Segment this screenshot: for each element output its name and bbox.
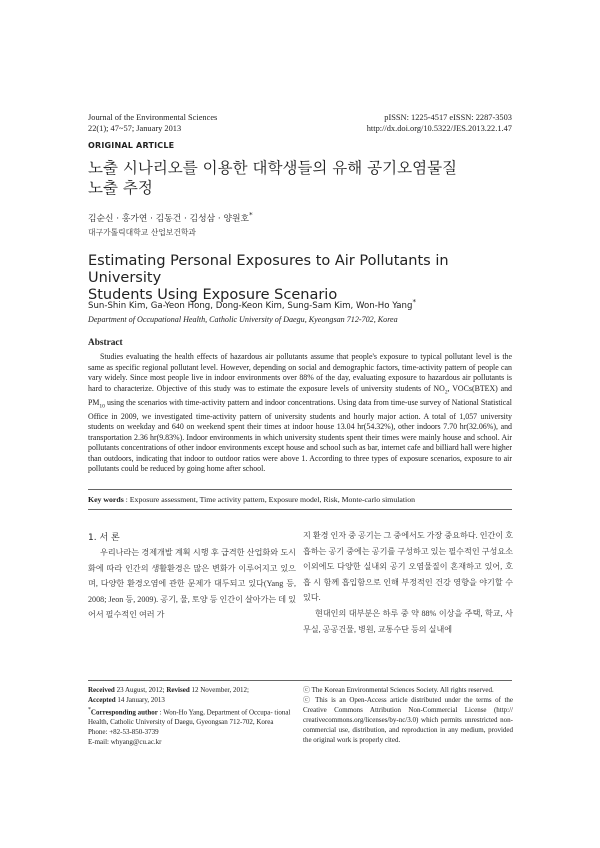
phone-number: Phone: +82-53-850-3739 xyxy=(88,728,159,737)
korean-affiliation: 대구가톨릭대학교 산업보건학과 xyxy=(88,228,196,237)
body-right-column xyxy=(303,528,513,637)
copyright-notice: ⓒ The Korean Environmental Sciences Society. All rights reserved. xyxy=(303,686,494,694)
korean-authors xyxy=(88,210,253,224)
english-author-list: Sun-Shin Kim, Ga-Yeon Hong, Dong-Keon Kim, Sung-Sam Kim, Won-Ho Yang xyxy=(88,300,413,311)
accepted-label: Accepted xyxy=(88,696,116,704)
keywords-text: : Exposure assessment, Time activity pattern, Exposure model, Risk, Monte-carlo simulation xyxy=(123,495,415,504)
journal-volume-pages: 22(1); 47~57; January 2013 xyxy=(88,124,182,133)
abstract-body xyxy=(88,352,512,475)
body-paragraph: 지 환경 인자 중 공기는 그 중에서도 가장 중요하다. 인간이 호흡하는 공기 중에는 공기를 구성하고 있는 필수적인 구성요소 이외에도 다양한 실내외 공기 오염물질이 혼재하고 있어, 호흡 시 함께 흡입함으로 인해 부정적인 건강 영향을 야기할 수 있다. xyxy=(303,531,513,603)
revised-label: Revised xyxy=(166,686,190,694)
corresponding-author xyxy=(88,705,296,727)
abstract-text-3: using the scenarios with time-activity pattern and indoor concentrations. Using data from time-use survey of National Statistical Office in 2009, we investigated time-activity pattern of university students and hourly major action. A total of 1,057 university students on weekday and 640 on weekend spent their times at indoor house 13.04 hr(54.32%), other indoors 7.70 hr(32.06%), and transportation 2.36 hr(9.83%). Indoor environments in which university students spent their times were mainly house and school. Air pollutants concentrations of other indoor environments except house and school such as bar, internet cafe and billiard hall were higher than outdoors, indicating that indoor to outdoor ratios were above 1. According to three types of exposure scenarios, exposure to air pollutants could be reduced by going home after school. xyxy=(88,397,512,474)
dates-line-1 xyxy=(88,685,296,695)
body-paragraph: 현대인의 대부분은 하루 중 약 88% 이상을 주택, 학교, 사무실, 공공건물, 병원, 교통수단 등의 실내에 xyxy=(303,608,513,634)
english-title-line1: Estimating Personal Exposures to Air Pollutants in University xyxy=(88,253,449,286)
abstract-text-2: , VOCs(BTEX) and PM xyxy=(88,383,512,407)
section-heading-introduction: 1. 서 론 xyxy=(88,533,120,543)
korean-title-line1: 노출 시나리오를 이용한 대학생들의 유해 공기오염물질 xyxy=(88,159,458,177)
keywords-label: Key words xyxy=(88,495,124,504)
keywords-top-divider xyxy=(88,489,512,490)
abstract-heading: Abstract xyxy=(88,338,123,348)
article-type-label: ORIGINAL ARTICLE xyxy=(88,141,175,150)
issn: pISSN: 1225-4517 eISSN: 2287-3503 xyxy=(384,113,512,122)
journal-name: Journal of the Environmental Sciences xyxy=(88,113,218,122)
abstract-text-1: Studies evaluating the health effects of hazardous air pollutants assume that people's exposure to typical pollutant level is the same as specific regional pollutant level. However, depending on social and demographic factors, time-activity pattern of people can vary widely. Since most people live in indoor environments over 88% of the day, evaluating exposure to hazardous air pollutants is hard to characterize. Objective of this study was to estimate the exposure levels of university students of NO xyxy=(88,352,512,393)
journal-identifiers-block xyxy=(367,112,512,134)
keywords-line xyxy=(88,495,512,504)
corresponding-label: Corresponding author xyxy=(90,708,158,717)
license-notice: ⓒ This is an Open-Access article distributed under the terms of the Creative Commons Attribution Non-Commercial License (http:// creativecommons.org/licenses/by-nc/3.0) which permits unrestricted non-commercial use, distribution, and reproduction in any medium, provided the original work is properly cited. xyxy=(303,696,513,744)
keywords-bottom-divider xyxy=(88,509,512,510)
korean-title-line2: 노출 추정 xyxy=(88,179,153,197)
received-date: 23 August, 2012; xyxy=(114,686,167,694)
subscript-pm10: 10 xyxy=(99,403,105,410)
accepted-date: 14 January, 2013 xyxy=(115,696,165,704)
copyright-block xyxy=(303,685,513,745)
corresponding-mark: * xyxy=(249,210,253,219)
article-history-block xyxy=(88,685,296,747)
subscript-no2: 2 xyxy=(444,389,448,396)
doi-link[interactable]: http://dx.doi.org/10.5322/JES.2013.22.1.47 xyxy=(366,124,512,133)
received-label: Received xyxy=(88,686,115,694)
footer-divider xyxy=(88,680,512,681)
english-title-line2: Students Using Exposure Scenario xyxy=(88,287,338,303)
corresponding-mark: * xyxy=(88,707,91,713)
revised-date: 12 November, 2012; xyxy=(189,686,249,694)
email-address[interactable]: E-mail: whyang@cu.ac.kr xyxy=(88,738,162,747)
corresponding-mark: * xyxy=(412,297,417,306)
corresponding-details: : Won-Ho Yang, Department of Occupa- tional Health, Catholic University of Daegu, Gyeongsan 712-702, Korea xyxy=(88,708,291,727)
english-affiliation: Department of Occupational Health, Catholic University of Daegu, Kyeongsan 712-702, Korea xyxy=(88,315,398,324)
body-left-column: 우리나라는 경제개발 계획 시행 후 급격한 산업화와 도시화에 따라 인간의 생활환경은 많은 변화가 이루어지고 있으며, 다양한 환경오염에 관한 문제가 대두되고 있다(Yang 등, 2008; Jeon 등, 2009). 공기, 물, 토양 등 인간이 살아가는 데 있어서 필수적인 여러 가 xyxy=(88,548,296,620)
journal-citation-block xyxy=(88,112,217,134)
korean-title xyxy=(88,158,518,198)
english-authors xyxy=(88,297,416,311)
korean-author-list: 김순신 · 홍가연 · 김동건 · 김성삼 · 양원호 xyxy=(88,213,250,224)
dates-line-2 xyxy=(88,695,296,705)
